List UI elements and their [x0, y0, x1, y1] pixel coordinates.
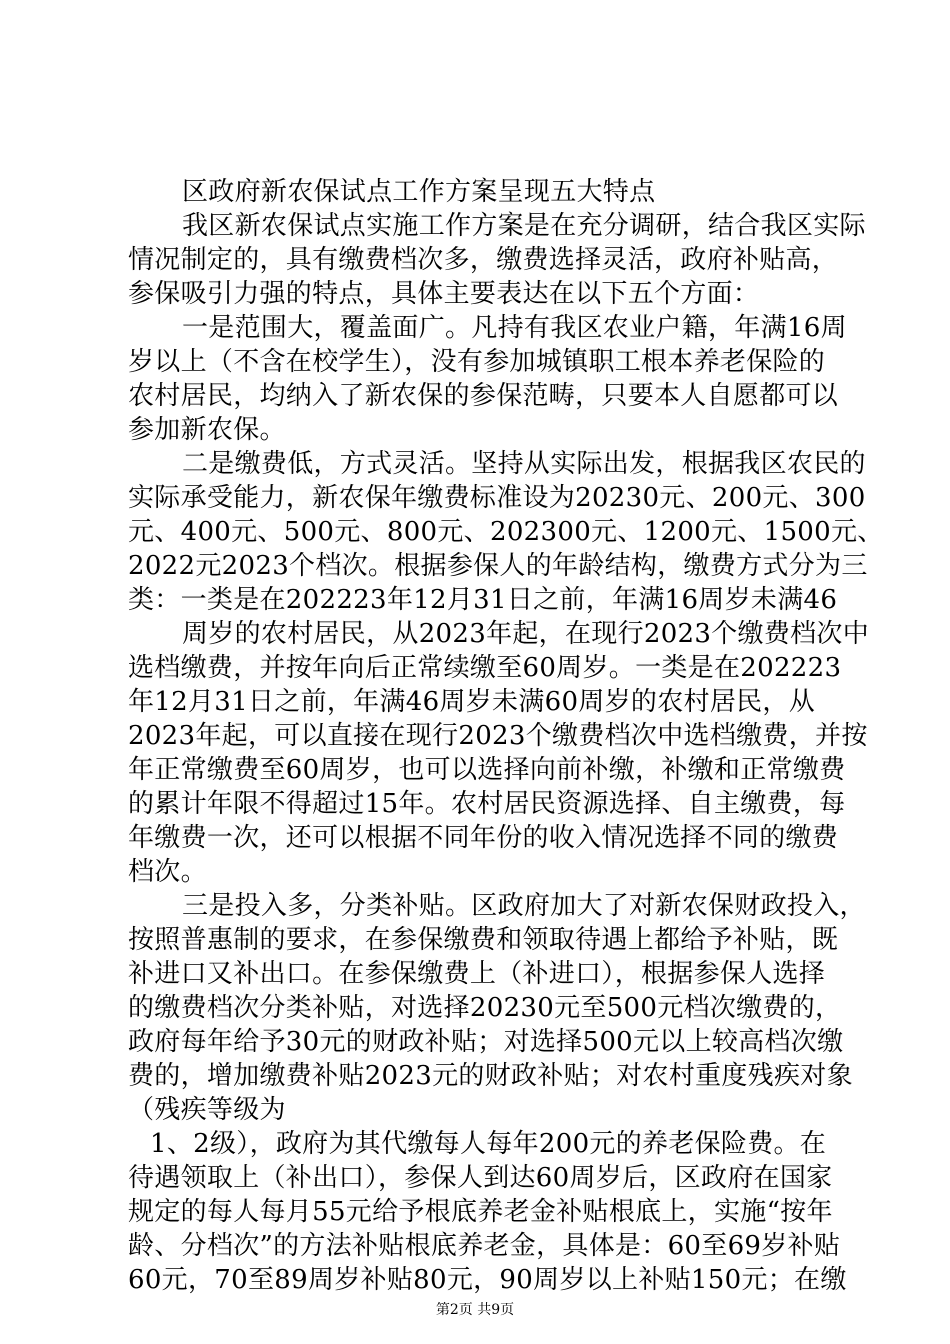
paragraph-line: 档次。: [128, 857, 207, 887]
paragraph-line: 元、400元、500元、800元、202300元、1200元、1500元、: [128, 517, 884, 547]
page-footer: 第2页 共9页: [435, 1302, 515, 1318]
paragraph-line: 周岁的农村居民，从2023年起，在现行2023个缴费档次中: [182, 619, 870, 649]
paragraph-line: 类：一类是在202223年12月31日之前，年满16周岁未满46: [128, 585, 838, 615]
paragraph-line: 60元，70至89周岁补贴80元，90周岁以上补贴150元；在缴: [128, 1265, 847, 1295]
paragraph-line: 参保吸引力强的特点，具体主要表达在以下五个方面：: [128, 279, 760, 309]
paragraph-line: 二是缴费低，方式灵活。坚持从实际出发，根据我区农民的: [182, 449, 866, 479]
paragraph-line: 情况制定的，具有缴费档次多，缴费选择灵活，政府补贴高，: [128, 245, 839, 275]
paragraph-line: 政府每年给予30元的财政补贴；对选择500元以上较高档次缴: [128, 1027, 844, 1057]
paragraph-line: （残疾等级为: [128, 1095, 286, 1125]
paragraph-line: 规定的每人每月55元给予根底养老金补贴根底上，实施“按年: [128, 1197, 833, 1227]
paragraph-line: 年12月31日之前，年满46周岁未满60周岁的农村居民，从: [128, 687, 816, 717]
paragraph-line: 费的，增加缴费补贴2023元的财政补贴；对农村重度残疾对象: [128, 1061, 853, 1091]
paragraph-line: 我区新农保试点实施工作方案是在充分调研，结合我区实际: [182, 211, 866, 241]
paragraph-line: 的缴费档次分类补贴，对选择20230元至500元档次缴费的，: [128, 993, 842, 1023]
paragraph-line: 岁以上（不含在校学生），没有参加城镇职工根本养老保险的: [128, 347, 826, 377]
paragraph-line: 的累计年限不得超过15年。农村居民资源选择、自主缴费，每: [128, 789, 846, 819]
paragraph-line: 年缴费一次，还可以根据不同年份的收入情况选择不同的缴费: [128, 823, 839, 853]
paragraph-line: 2023年起，可以直接在现行2023个缴费档次中选档缴费，并按: [128, 721, 868, 751]
paragraph-line: 选档缴费，并按年向后正常续缴至60周岁。一类是在202223: [128, 653, 842, 683]
paragraph-line: 一是范围大，覆盖面广。凡持有我区农业户籍，年满16周: [182, 313, 847, 343]
document-title: 区政府新农保试点工作方案呈现五大特点: [182, 177, 656, 207]
paragraph-line: 按照普惠制的要求，在参保缴费和领取待遇上都给予补贴，既: [128, 925, 839, 955]
paragraph-line: 年正常缴费至60周岁，也可以选择向前补缴，补缴和正常缴费: [128, 755, 846, 785]
paragraph-line: 1、2级），政府为其代缴每人每年200元的养老保险费。在: [150, 1129, 827, 1159]
paragraph-line: 待遇领取上（补出口），参保人到达60周岁后，区政府在国家: [128, 1163, 833, 1193]
paragraph-line: 补进口又补出口。在参保缴费上（补进口），根据参保人选择: [128, 959, 826, 989]
paragraph-line: 实际承受能力，新农保年缴费标准设为20230元、200元、300: [128, 483, 866, 513]
paragraph-line: 参加新农保。: [128, 415, 286, 445]
paragraph-line: 2022元2023个档次。根据参保人的年龄结构，缴费方式分为三: [128, 551, 868, 581]
paragraph-line: 三是投入多，分类补贴。区政府加大了对新农保财政投入，: [182, 891, 866, 921]
paragraph-line: 龄、分档次”的方法补贴根底养老金，具体是：60至69岁补贴: [128, 1231, 841, 1261]
paragraph-line: 农村居民，均纳入了新农保的参保范畴，只要本人自愿都可以: [128, 381, 839, 411]
